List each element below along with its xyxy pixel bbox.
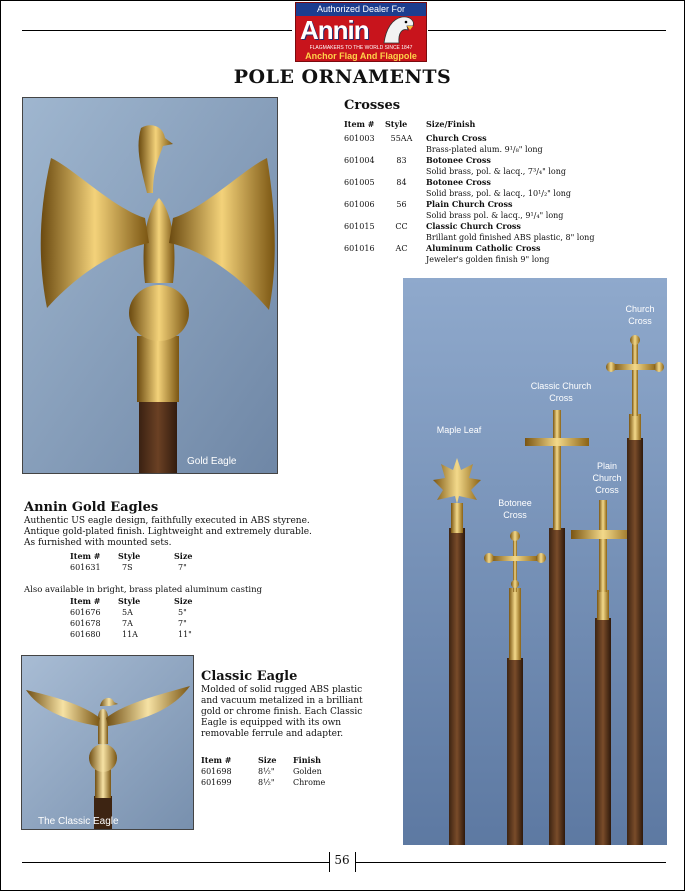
classic-eagle-table [201,755,325,788]
size-value: 8½" [258,778,275,787]
col-header-style: Style [118,596,141,606]
classic-eagle-desc-line: removable ferrule and adapter. [201,729,344,739]
classic-eagle-description [201,685,381,740]
gold-eagle-desc-line: As furnished with mounted sets. [24,538,172,548]
item-number: 601680 [70,630,101,639]
cross-name-detail [426,221,594,243]
size-value: 11" [178,630,192,639]
cross-name-detail [426,155,594,177]
item-number: 601631 [70,563,101,572]
page-title: POLE ORNAMENTS [233,66,452,88]
table-row [344,221,594,243]
label-maple-leaf: Maple Leaf [436,425,482,435]
gold-eagle-desc-line: Antique gold-plated finish. Lightweight and extremely durable. [24,527,312,537]
table-header-row [201,755,325,766]
gold-eagle-heading: Annin Gold Eagles [24,500,159,515]
top-rule-right [428,30,666,31]
crosses-heading: Crosses [344,98,401,113]
cross-name-detail [426,199,594,221]
classic-eagle-desc-line: Molded of solid rugged ABS plastic [201,685,363,695]
cross-name: Classic Church Cross [426,221,521,231]
cross-name-detail [426,243,594,265]
page-number: 56 [334,853,350,867]
cross-name: Botonee Cross [426,155,491,165]
gold-eagle-description [24,516,314,549]
eagle-head-icon [380,13,416,45]
col-header-style: Style [385,119,408,129]
label-line: Classic Church [530,381,592,391]
gold-eagle-aluminum-table [70,596,192,640]
label-plain-church-cross [581,460,633,496]
annin-logo [295,2,427,62]
table-header-row [344,119,594,133]
gold-eagle-table [70,551,192,573]
label-line: Cross [628,316,652,326]
classic-eagle-photo [21,655,194,830]
cross-detail: Solid brass pol. & lacq., 9¹/₄" long [426,211,564,220]
label-line: Cross [595,485,619,495]
col-header-item: Item # [344,119,375,129]
footer-rule-left [22,862,329,863]
label-line: Cross [503,510,527,520]
table-row [70,618,192,629]
gold-eagle-desc-line: Authentic US eagle design, faithfully executed in ABS styrene. [24,516,310,526]
finish-value: Chrome [293,778,326,787]
table-row [70,562,192,573]
col-header-style: Style [118,551,141,561]
col-header-size-finish: Size/Finish [426,119,476,129]
label-line: Church [625,304,655,314]
style-code: CC [395,222,408,231]
col-header-item: Item # [70,551,101,561]
table-row [70,607,192,618]
footer-tick-right [355,852,356,872]
col-header-finish: Finish [293,755,321,765]
classic-eagle-desc-line: and vacuum metalized in a brilliant [201,696,363,706]
cross-name: Church Cross [426,133,487,143]
col-header-size: Size [174,551,193,561]
label-classic-church-cross [519,380,603,404]
also-available-note: Also available in bright, brass plated aluminum casting [24,585,263,595]
logo-dealer-text: Authorized Dealer For [296,3,426,16]
label-line: Botonee [498,498,532,508]
logo-subtitle: Anchor Flag And Flagpole [305,51,417,61]
col-header-item: Item # [70,596,101,606]
item-number: 601003 [344,134,375,143]
size-value: 5" [178,608,187,617]
label-line: Plain [596,461,617,471]
table-header-row [70,596,192,607]
col-header-size: Size [258,755,277,765]
ornaments-photo [403,278,667,845]
cross-name: Aluminum Catholic Cross [426,243,541,253]
cross-name-detail [426,133,594,155]
table-row [344,155,594,177]
table-row [344,177,594,199]
size-value: 7" [178,563,187,572]
table-row [344,243,594,265]
style-code: 7S [122,563,133,572]
item-number: 601676 [70,608,101,617]
cross-detail: Brass-plated alum. 9¹/₈" long [426,145,543,154]
size-value: 8½" [258,767,275,776]
style-code: AC [395,244,408,253]
item-number: 601005 [344,178,375,187]
item-number: 601016 [344,244,375,253]
classic-eagle-heading: Classic Eagle [201,669,298,684]
cross-name: Plain Church Cross [426,199,513,209]
item-number: 601678 [70,619,101,628]
table-row [201,777,325,788]
style-code: 5A [122,608,133,617]
top-rule-left [22,30,292,31]
label-line: Church [592,473,622,483]
gold-eagle-photo [22,97,278,474]
label-botonee-cross [485,497,545,521]
crosses-table [344,119,594,265]
cross-detail: Solid brass, pol. & lacq., 10¹/₂" long [426,189,572,198]
style-code: 7A [122,619,133,628]
item-number: 601698 [201,767,232,776]
classic-eagle-desc-line: gold or chrome finish. Each Classic [201,707,363,717]
footer-rule-right [356,862,666,863]
classic-eagle-desc-line: Eagle is equipped with its own [201,718,342,728]
table-row [344,199,594,221]
style-code: 83 [396,156,407,165]
cross-detail: Brillant gold finished ABS plastic, 8" long [426,233,595,242]
label-church-cross [615,303,665,327]
cross-detail: Jeweler's golden finish 9" long [426,255,550,264]
finish-value: Golden [293,767,322,776]
cross-detail: Solid brass, pol. & lacq., 7³/₄" long [426,167,566,176]
style-code: 55AA [390,134,413,143]
logo-brand: Annin [300,15,369,45]
logo-tagline: FLAGMAKERS TO THE WORLD SINCE 1847 [309,45,413,51]
table-row [70,629,192,640]
style-code: 84 [396,178,407,187]
style-code: 56 [396,200,407,209]
item-number: 601006 [344,200,375,209]
cross-name: Botonee Cross [426,177,491,187]
table-header-row [70,551,192,562]
label-line: Cross [549,393,573,403]
table-row [344,133,594,155]
table-row [201,766,325,777]
item-number: 601015 [344,222,375,231]
size-value: 7" [178,619,187,628]
cross-name-detail [426,177,594,199]
item-number: 601699 [201,778,232,787]
item-number: 601004 [344,156,375,165]
col-header-item: Item # [201,755,232,765]
style-code: 11A [122,630,138,639]
col-header-size: Size [174,596,193,606]
